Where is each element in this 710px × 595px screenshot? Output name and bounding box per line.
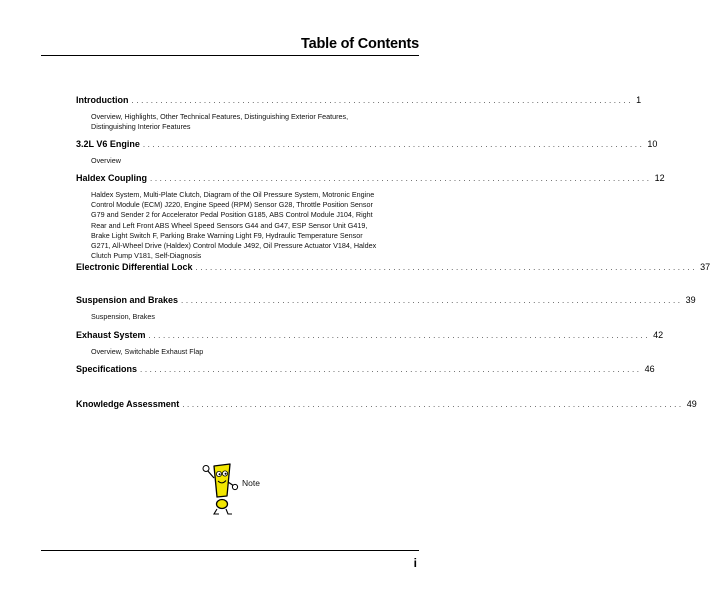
dot-leader: ........................................................................................................ (148, 331, 651, 340)
toc-entry-specifications[interactable] (76, 364, 655, 376)
toc-entry-description: Overview, Highlights, Other Technical Features, Distinguishing Exterior Features, Distinguishing Interior Features (91, 112, 349, 132)
toc-entry-description: Suspension, Brakes (91, 312, 155, 321)
toc-entry-page: 46 (644, 364, 655, 374)
dot-leader: ........................................................................................................ (181, 296, 683, 305)
toc-entry-knowledge-assessment[interactable] (76, 399, 697, 411)
toc-entry-introduction[interactable] (76, 95, 642, 132)
note-exclamation-icon (200, 460, 240, 516)
dot-leader: ........................................................................................................ (142, 140, 645, 149)
toc-entry-description: Haldex System, Multi-Plate Clutch, Diagram of the Oil Pressure System, Motronic Engine Control Module (ECM) J220, Engine Speed (RPM) Sensor G28, Throttle Position Sensor G79 and Sender 2 for Accelerator Pedal Position G185, ABS Control Module J104, Right Rear and Left Front ABS Wheel Speed Sensors G44 and G47, ESP Sensor Unit G419, Brake Light Switch F, Parking Brake Warning Light F9, Hydraulic Temperature Sensor G271, All-Wheel Drive (Haldex) Control Module J492, Oil Pressure Actuator V184, Haldex Clutch Pump V181, Self-Diagnosis (91, 190, 377, 261)
toc-entry-title[interactable]: Electronic Differential Lock (76, 262, 193, 272)
toc-entry-title[interactable]: Introduction (76, 95, 129, 105)
header-rule (41, 55, 419, 56)
toc-entry-haldex-coupling[interactable] (76, 173, 665, 261)
toc-entry-page: 37 (700, 262, 710, 272)
toc-entry-page: 49 (686, 399, 697, 409)
toc-entry-title[interactable]: Specifications (76, 364, 138, 374)
toc-entry-title[interactable]: 3.2L V6 Engine (76, 139, 140, 149)
toc-entry-title[interactable]: Knowledge Assessment (76, 399, 180, 409)
footer-rule (41, 550, 419, 551)
toc-entry-page: 39 (685, 295, 696, 305)
toc-entry-page: 10 (647, 139, 658, 149)
note-legend (200, 460, 280, 516)
toc-entry-page: 12 (654, 173, 665, 183)
toc-entry-page: 42 (653, 330, 664, 340)
toc-entry-description: Overview (91, 156, 121, 165)
toc-entry-suspension-and-brakes[interactable] (76, 295, 696, 322)
dot-leader: ........................................................................................................ (195, 263, 698, 272)
toc-entry-electronic-differential-lock[interactable] (76, 262, 710, 274)
dot-leader: ........................................................................................................ (131, 96, 634, 105)
dot-leader: ........................................................................................................ (140, 365, 642, 374)
note-label: Note (242, 478, 260, 488)
toc-entry-engine[interactable] (76, 139, 658, 166)
toc-entry-title[interactable]: Suspension and Brakes (76, 295, 179, 305)
page-number: i (413, 556, 417, 570)
page-title: Table of Contents (301, 36, 419, 52)
toc-entry-title[interactable]: Exhaust System (76, 330, 146, 340)
toc-entry-exhaust-system[interactable] (76, 330, 664, 357)
dot-leader: ........................................................................................................ (182, 400, 684, 409)
dot-leader: ........................................................................................................ (150, 174, 652, 183)
toc-entry-description: Overview, Switchable Exhaust Flap (91, 347, 204, 356)
toc-entry-page: 1 (636, 95, 642, 105)
toc-entry-title[interactable]: Haldex Coupling (76, 173, 148, 183)
